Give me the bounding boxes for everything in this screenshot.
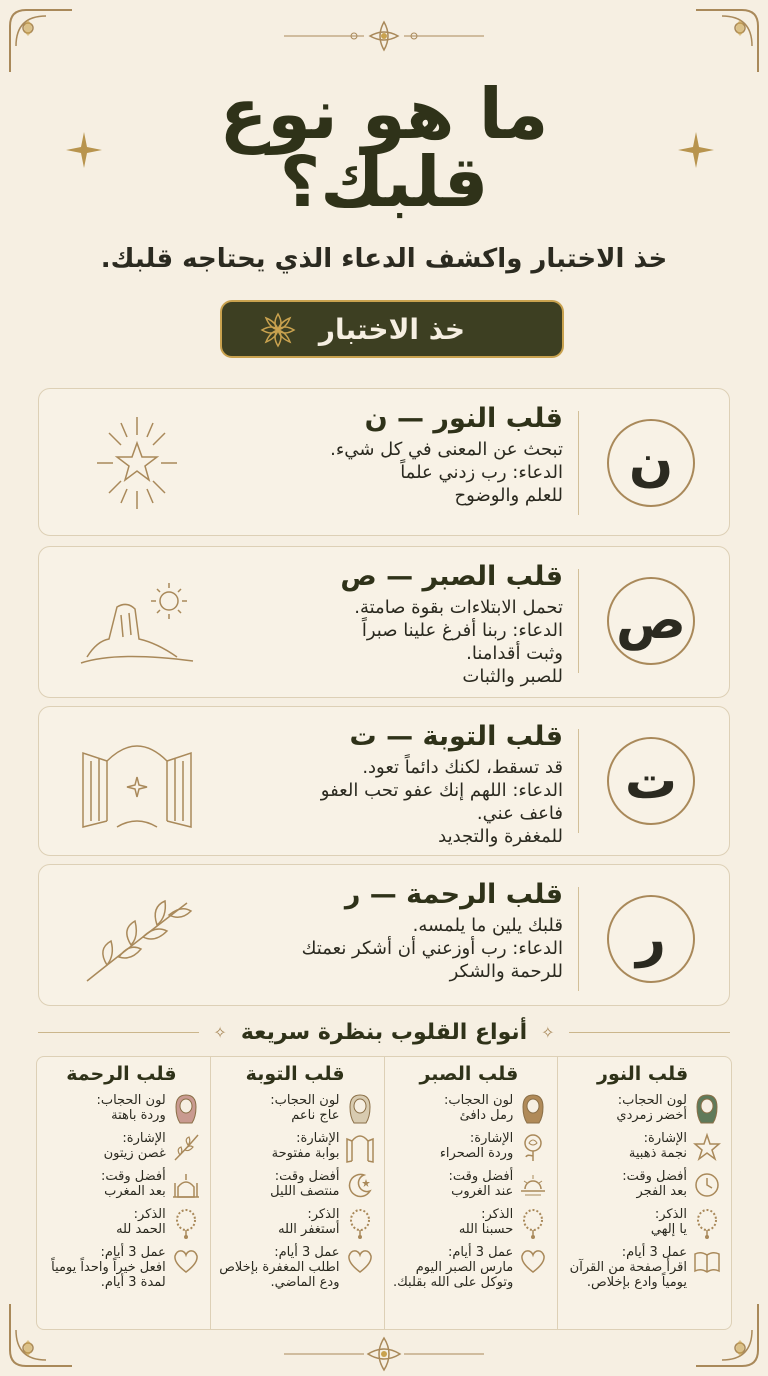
- take-quiz-button[interactable]: [220, 300, 564, 358]
- flower-icon: [258, 310, 298, 350]
- desert-rock-sun-icon: [77, 571, 197, 671]
- overview-row: [43, 1207, 200, 1239]
- overview-row-value: بعد المغرب: [104, 1184, 166, 1199]
- overview-row-label: الذكر:: [481, 1207, 514, 1222]
- title-line-2: قلبك؟: [279, 141, 489, 223]
- overview-row: [564, 1093, 721, 1125]
- overview-row-value: غصن زيتون: [103, 1146, 166, 1161]
- overview-row-label: أفضل وقت:: [622, 1169, 687, 1184]
- overview-row-label: الإشارة:: [122, 1131, 166, 1146]
- prayer-beads-icon: [346, 1207, 374, 1239]
- page-title: [120, 73, 648, 223]
- card-title: قلب النور — ن: [364, 403, 563, 434]
- flower-ornament-icon: [284, 1336, 484, 1372]
- overview-row: [391, 1169, 548, 1201]
- overview-row-value: عند الغروب: [451, 1184, 514, 1199]
- hijab-icon: [519, 1093, 547, 1125]
- overview-row-value: افعل خيراً واحداً يومياً لمدة 3 أيام.: [51, 1260, 166, 1290]
- overview-row: [391, 1093, 548, 1125]
- overview-row-label: الإشارة:: [643, 1131, 687, 1146]
- star-icon: [693, 1131, 721, 1163]
- take-quiz-label: خذ الاختبار: [318, 312, 466, 346]
- star-rays-icon: [77, 413, 197, 513]
- overview-row-label: أفضل وقت:: [101, 1169, 166, 1184]
- page-subtitle: خذ الاختبار واكشف الدعاء الذي يحتاجه قلبك.: [100, 244, 668, 274]
- card-dua: الدعاء: اللهم إنك عفو تحب العفو: [320, 780, 563, 801]
- overview-row-label: لون الحجاب:: [270, 1093, 340, 1108]
- letter-badge: ن: [607, 419, 695, 507]
- title-line-1: ما هو نوع: [219, 73, 549, 155]
- overview-row-label: لون الحجاب:: [96, 1093, 166, 1108]
- overview-row-label: الذكر:: [654, 1207, 687, 1222]
- card-dua: الدعاء: رب زدني علماً: [400, 462, 563, 483]
- overview-row-value: بعد الفجر: [636, 1184, 687, 1199]
- overview-row-text: [43, 1245, 166, 1290]
- overview-row-label: الذكر:: [307, 1207, 340, 1222]
- hijab-icon: [172, 1093, 200, 1125]
- heart-card-mercy[interactable]: [38, 864, 730, 1006]
- overview-row: [391, 1207, 548, 1239]
- card-title: قلب التوبة — ت: [349, 721, 563, 752]
- overview-row: [43, 1245, 200, 1290]
- overview-heading: [38, 1016, 730, 1048]
- card-dua: الدعاء: ربنا أفرغ علينا صبراً: [361, 620, 563, 641]
- heart-card-patience[interactable]: [38, 546, 730, 698]
- overview-row-text: [622, 1169, 687, 1199]
- overview-row-text: [104, 1131, 166, 1161]
- overview-row-label: عمل 3 أيام:: [447, 1245, 514, 1260]
- card-title: قلب الرحمة — ر: [344, 879, 563, 910]
- overview-row-label: عمل 3 أيام:: [274, 1245, 340, 1260]
- hijab-icon: [346, 1093, 374, 1125]
- overview-row-text: [96, 1093, 165, 1123]
- overview-column-title: قلب الرحمة: [66, 1063, 177, 1085]
- overview-row-text: [278, 1207, 339, 1237]
- overview-row: [43, 1169, 200, 1201]
- overview-row-value: الحمد لله: [116, 1222, 166, 1237]
- overview-row-text: [270, 1093, 339, 1123]
- hijab-icon: [693, 1093, 721, 1125]
- overview-column: [210, 1057, 384, 1329]
- overview-row-value: أخضر زمردي: [616, 1108, 687, 1123]
- overview-row-value: وردة باهتة: [111, 1108, 166, 1123]
- heart-icon: [172, 1245, 200, 1277]
- letter-badge: ر: [607, 895, 695, 983]
- sparkle-icon: [676, 130, 716, 170]
- card-description: تبحث عن المعنى في كل شيء.: [330, 439, 563, 460]
- card-purpose: للرحمة والشكر: [449, 961, 563, 982]
- overview-row-label: أفضل وقت:: [274, 1169, 340, 1184]
- overview-row: [217, 1245, 374, 1290]
- card-description: تحمل الابتلاءات بقوة صامتة.: [354, 597, 563, 618]
- prayer-beads-icon: [519, 1207, 547, 1239]
- overview-row: [217, 1169, 374, 1201]
- corner-ornament-icon: [6, 6, 76, 76]
- overview-row: [391, 1131, 548, 1163]
- ornament-star-icon: ✧: [213, 1022, 227, 1042]
- prayer-beads-icon: [693, 1207, 721, 1239]
- overview-row: [564, 1245, 721, 1290]
- overview-row-text: [440, 1131, 513, 1161]
- ornament-star-icon: ✧: [541, 1022, 555, 1042]
- overview-row-text: [616, 1093, 687, 1123]
- moon-icon: [346, 1169, 374, 1201]
- overview-row-text: [459, 1207, 513, 1237]
- card-divider: [578, 569, 579, 673]
- overview-row-value: عاج ناعم: [291, 1108, 340, 1123]
- overview-row-label: الإشارة:: [469, 1131, 514, 1146]
- overview-row: [217, 1207, 374, 1239]
- overview-row-value: رمل دافئ: [459, 1108, 514, 1123]
- clock-icon: [693, 1169, 721, 1201]
- overview-row-text: [651, 1207, 687, 1237]
- overview-row-text: [444, 1093, 513, 1123]
- letter-badge: ت: [607, 737, 695, 825]
- overview-column: [37, 1057, 210, 1329]
- overview-row-label: عمل 3 أيام:: [621, 1245, 687, 1260]
- overview-row-label: لون الحجاب:: [617, 1093, 687, 1108]
- overview-row-text: [449, 1169, 514, 1199]
- overview-row: [43, 1131, 200, 1163]
- overview-row-text: [629, 1131, 687, 1161]
- overview-row-value: حسبنا الله: [458, 1222, 514, 1237]
- overview-row-value: منتصف الليل: [270, 1184, 340, 1199]
- overview-row-text: [272, 1131, 340, 1161]
- letter-badge: ص: [607, 577, 695, 665]
- overview-row: [217, 1131, 374, 1163]
- book-icon: [693, 1245, 721, 1277]
- overview-column-title: قلب التوبة: [245, 1063, 345, 1085]
- rose-icon: [519, 1131, 547, 1163]
- flower-ornament-icon: [284, 18, 484, 54]
- olive-branch-icon: [172, 1131, 200, 1163]
- card-dua-cont: وثبت أقدامنا.: [466, 643, 563, 664]
- heart-card-light[interactable]: [38, 388, 730, 536]
- overview-column: [557, 1057, 731, 1329]
- overview-row-value: يا إلهي: [650, 1222, 687, 1237]
- overview-row: [564, 1131, 721, 1163]
- overview-row: [564, 1207, 721, 1239]
- prayer-beads-icon: [172, 1207, 200, 1239]
- overview-row-value: اقرأ صفحة من القرآن يومياً وادع بإخلاص.: [569, 1260, 687, 1290]
- heart-icon: [346, 1245, 374, 1277]
- overview-row-label: عمل 3 أيام:: [100, 1245, 166, 1260]
- overview-row-value: أستغفر الله: [278, 1222, 340, 1237]
- overview-row-text: [217, 1245, 340, 1290]
- card-purpose: للصبر والثبات: [462, 666, 563, 687]
- overview-row-text: [391, 1245, 514, 1290]
- overview-title: أنواع القلوب بنظرة سريعة: [240, 1019, 528, 1045]
- overview-row-value: مارس الصبر اليوم وتوكل على الله بقلبك.: [392, 1260, 514, 1290]
- overview-row-value: بوابة مفتوحة: [271, 1146, 340, 1161]
- overview-column: [384, 1057, 558, 1329]
- overview-row-label: لون الحجاب:: [443, 1093, 514, 1108]
- card-description: قلبك يلين ما يلمسه.: [412, 915, 563, 936]
- divider-line: [38, 1032, 199, 1033]
- sunset-icon: [519, 1169, 547, 1201]
- overview-row-text: [564, 1245, 687, 1290]
- card-dua: الدعاء: رب أوزعني أن أشكر نعمتك: [301, 938, 563, 959]
- overview-row-text: [101, 1169, 166, 1199]
- overview-row-text: [270, 1169, 339, 1199]
- heart-card-repentance[interactable]: [38, 706, 730, 856]
- overview-row-text: [116, 1207, 166, 1237]
- overview-row-label: الذكر:: [133, 1207, 166, 1222]
- open-gate-icon: [77, 731, 197, 831]
- overview-row-value: نجمة ذهبية: [628, 1146, 687, 1161]
- card-divider: [578, 729, 579, 833]
- overview-row-value: اطلب المغفرة بإخلاص ودع الماضي.: [219, 1260, 340, 1290]
- overview-row-value: وردة الصحراء: [439, 1146, 514, 1161]
- overview-row: [43, 1093, 200, 1125]
- card-purpose: للمغفرة والتجديد: [438, 826, 563, 847]
- sparkle-icon: [64, 130, 104, 170]
- mosque-icon: [172, 1169, 200, 1201]
- overview-column-title: قلب الصبر: [419, 1063, 519, 1085]
- overview-row-label: أفضل وقت:: [448, 1169, 514, 1184]
- overview-row-label: الإشارة:: [296, 1131, 340, 1146]
- overview-row: [217, 1093, 374, 1125]
- overview-row: [391, 1245, 548, 1290]
- card-purpose: للعلم والوضوح: [454, 485, 563, 506]
- card-dua-cont: فاعف عني.: [476, 803, 563, 824]
- card-title: قلب الصبر — ص: [340, 561, 563, 592]
- card-divider: [578, 411, 579, 515]
- overview-row: [564, 1169, 721, 1201]
- overview-column-title: قلب النور: [597, 1063, 689, 1085]
- olive-branch-icon: [77, 889, 197, 989]
- card-divider: [578, 887, 579, 991]
- gate-icon: [346, 1131, 374, 1163]
- divider-line: [569, 1032, 730, 1033]
- heart-icon: [519, 1245, 547, 1277]
- card-description: قد تسقط، لكنك دائماً تعود.: [362, 757, 563, 778]
- corner-ornament-icon: [692, 6, 762, 76]
- overview-table: [36, 1056, 732, 1330]
